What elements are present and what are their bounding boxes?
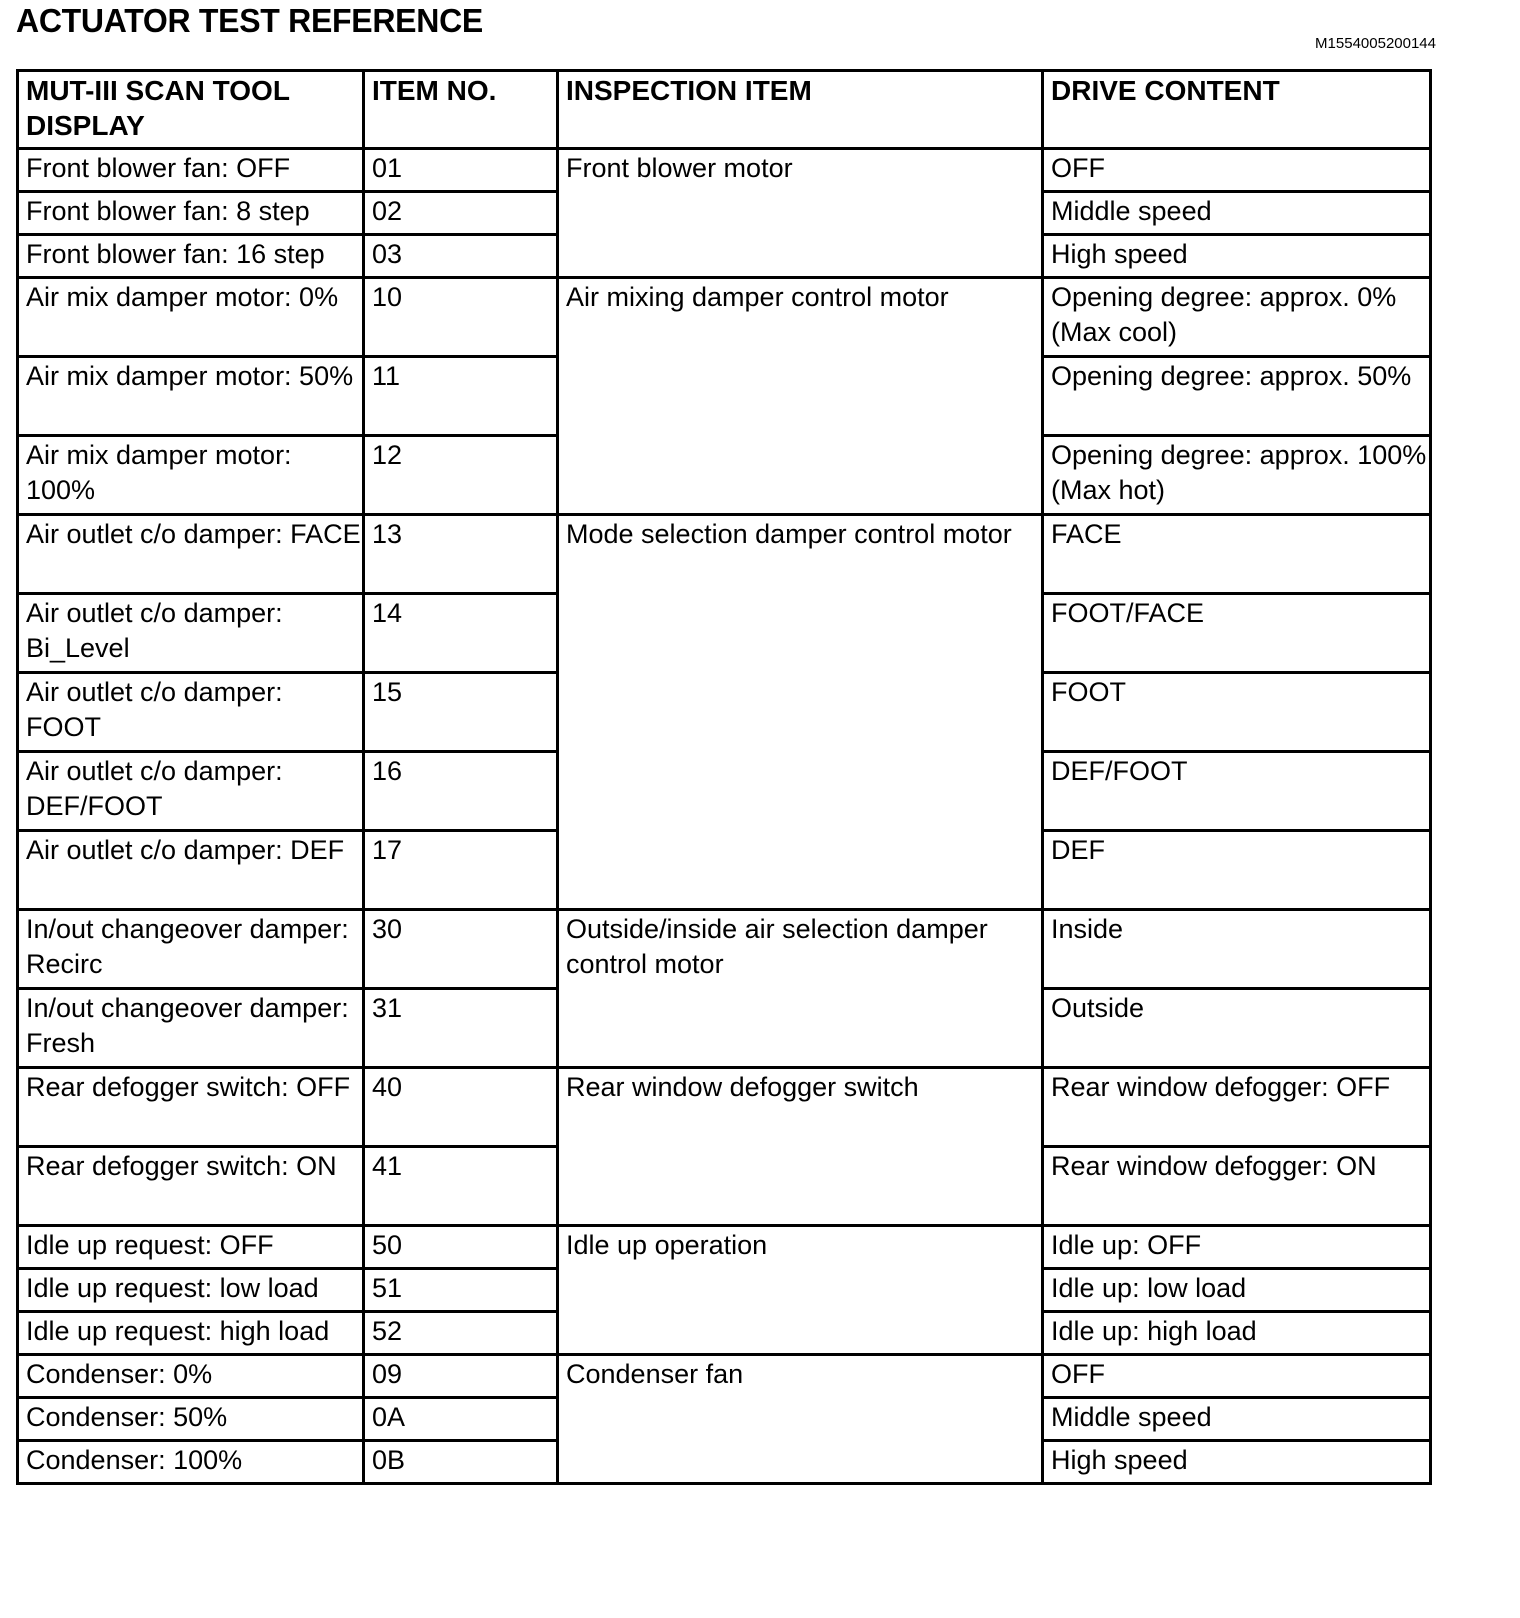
header-item-no: ITEM NO. bbox=[364, 71, 558, 149]
drive-content-cell: Idle up: low load bbox=[1043, 1269, 1431, 1312]
header-inspection-item: INSPECTION ITEM bbox=[558, 71, 1043, 149]
item-no-cell: 14 bbox=[364, 594, 558, 673]
drive-content-cell: Opening degree: approx. 50% bbox=[1043, 357, 1431, 436]
item-no-cell: 51 bbox=[364, 1269, 558, 1312]
drive-content-cell: DEF bbox=[1043, 831, 1431, 910]
drive-content-cell: FOOT bbox=[1043, 673, 1431, 752]
scan-tool-display-cell: Air mix damper motor: 100% bbox=[18, 436, 364, 515]
scan-tool-display-cell: Condenser: 100% bbox=[18, 1441, 364, 1484]
table-header-row bbox=[18, 71, 1431, 149]
item-no-cell: 31 bbox=[364, 989, 558, 1068]
drive-content-cell: Opening degree: approx. 0% (Max cool) bbox=[1043, 278, 1431, 357]
item-no-cell: 30 bbox=[364, 910, 558, 989]
table-row bbox=[18, 1226, 1431, 1269]
scan-tool-display-cell: Condenser: 50% bbox=[18, 1398, 364, 1441]
scan-tool-display-cell: Front blower fan: 16 step bbox=[18, 235, 364, 278]
document-id: M1554005200144 bbox=[1315, 35, 1436, 52]
table-row bbox=[18, 515, 1431, 594]
scan-tool-display-cell: Condenser: 0% bbox=[18, 1355, 364, 1398]
table-row bbox=[18, 1068, 1431, 1147]
drive-content-cell: Inside bbox=[1043, 910, 1431, 989]
header-scan-tool-display: MUT-III SCAN TOOL DISPLAY bbox=[18, 71, 364, 149]
item-no-cell: 09 bbox=[364, 1355, 558, 1398]
item-no-cell: 50 bbox=[364, 1226, 558, 1269]
item-no-cell: 12 bbox=[364, 436, 558, 515]
drive-content-cell: Rear window defogger: ON bbox=[1043, 1147, 1431, 1226]
scan-tool-display-cell: Idle up request: low load bbox=[18, 1269, 364, 1312]
item-no-cell: 41 bbox=[364, 1147, 558, 1226]
drive-content-cell: FOOT/FACE bbox=[1043, 594, 1431, 673]
scan-tool-display-cell: Rear defogger switch: OFF bbox=[18, 1068, 364, 1147]
scan-tool-display-cell: Air mix damper motor: 50% bbox=[18, 357, 364, 436]
drive-content-cell: FACE bbox=[1043, 515, 1431, 594]
table-row bbox=[18, 910, 1431, 989]
item-no-cell: 10 bbox=[364, 278, 558, 357]
item-no-cell: 0A bbox=[364, 1398, 558, 1441]
scan-tool-display-cell: Air outlet c/o damper: DEF/FOOT bbox=[18, 752, 364, 831]
table-row bbox=[18, 149, 1431, 192]
scan-tool-display-cell: Idle up request: OFF bbox=[18, 1226, 364, 1269]
item-no-cell: 13 bbox=[364, 515, 558, 594]
scan-tool-display-cell: Front blower fan: OFF bbox=[18, 149, 364, 192]
scan-tool-display-cell: Rear defogger switch: ON bbox=[18, 1147, 364, 1226]
table-row bbox=[18, 278, 1431, 357]
actuator-test-table bbox=[16, 69, 1432, 1485]
item-no-cell: 17 bbox=[364, 831, 558, 910]
drive-content-cell: OFF bbox=[1043, 1355, 1431, 1398]
drive-content-cell: Opening degree: approx. 100% (Max hot) bbox=[1043, 436, 1431, 515]
table-body bbox=[18, 149, 1431, 1484]
scan-tool-display-cell: In/out changeover damper: Fresh bbox=[18, 989, 364, 1068]
inspection-item-cell: Rear window defogger switch bbox=[558, 1068, 1043, 1226]
inspection-item-cell: Condenser fan bbox=[558, 1355, 1043, 1484]
item-no-cell: 03 bbox=[364, 235, 558, 278]
drive-content-cell: Idle up: OFF bbox=[1043, 1226, 1431, 1269]
drive-content-cell: Rear window defogger: OFF bbox=[1043, 1068, 1431, 1147]
inspection-item-cell: Outside/inside air selection damper control motor bbox=[558, 910, 1043, 1068]
inspection-item-cell: Idle up operation bbox=[558, 1226, 1043, 1355]
item-no-cell: 15 bbox=[364, 673, 558, 752]
drive-content-cell: DEF/FOOT bbox=[1043, 752, 1431, 831]
header-drive-content: DRIVE CONTENT bbox=[1043, 71, 1431, 149]
drive-content-cell: High speed bbox=[1043, 235, 1431, 278]
item-no-cell: 52 bbox=[364, 1312, 558, 1355]
drive-content-cell: Idle up: high load bbox=[1043, 1312, 1431, 1355]
drive-content-cell: Middle speed bbox=[1043, 192, 1431, 235]
scan-tool-display-cell: Air outlet c/o damper: FACE bbox=[18, 515, 364, 594]
scan-tool-display-cell: In/out changeover damper: Recirc bbox=[18, 910, 364, 989]
item-no-cell: 16 bbox=[364, 752, 558, 831]
item-no-cell: 11 bbox=[364, 357, 558, 436]
table-row bbox=[18, 1355, 1431, 1398]
drive-content-cell: Outside bbox=[1043, 989, 1431, 1068]
page-title: ACTUATOR TEST REFERENCE bbox=[16, 2, 483, 39]
drive-content-cell: OFF bbox=[1043, 149, 1431, 192]
scan-tool-display-cell: Air outlet c/o damper: FOOT bbox=[18, 673, 364, 752]
inspection-item-cell: Mode selection damper control motor bbox=[558, 515, 1043, 910]
scan-tool-display-cell: Air outlet c/o damper: DEF bbox=[18, 831, 364, 910]
scan-tool-display-cell: Air mix damper motor: 0% bbox=[18, 278, 364, 357]
drive-content-cell: Middle speed bbox=[1043, 1398, 1431, 1441]
drive-content-cell: High speed bbox=[1043, 1441, 1431, 1484]
item-no-cell: 01 bbox=[364, 149, 558, 192]
scan-tool-display-cell: Air outlet c/o damper: Bi_Level bbox=[18, 594, 364, 673]
item-no-cell: 40 bbox=[364, 1068, 558, 1147]
scan-tool-display-cell: Idle up request: high load bbox=[18, 1312, 364, 1355]
item-no-cell: 02 bbox=[364, 192, 558, 235]
scan-tool-display-cell: Front blower fan: 8 step bbox=[18, 192, 364, 235]
inspection-item-cell: Air mixing damper control motor bbox=[558, 278, 1043, 515]
item-no-cell: 0B bbox=[364, 1441, 558, 1484]
inspection-item-cell: Front blower motor bbox=[558, 149, 1043, 278]
